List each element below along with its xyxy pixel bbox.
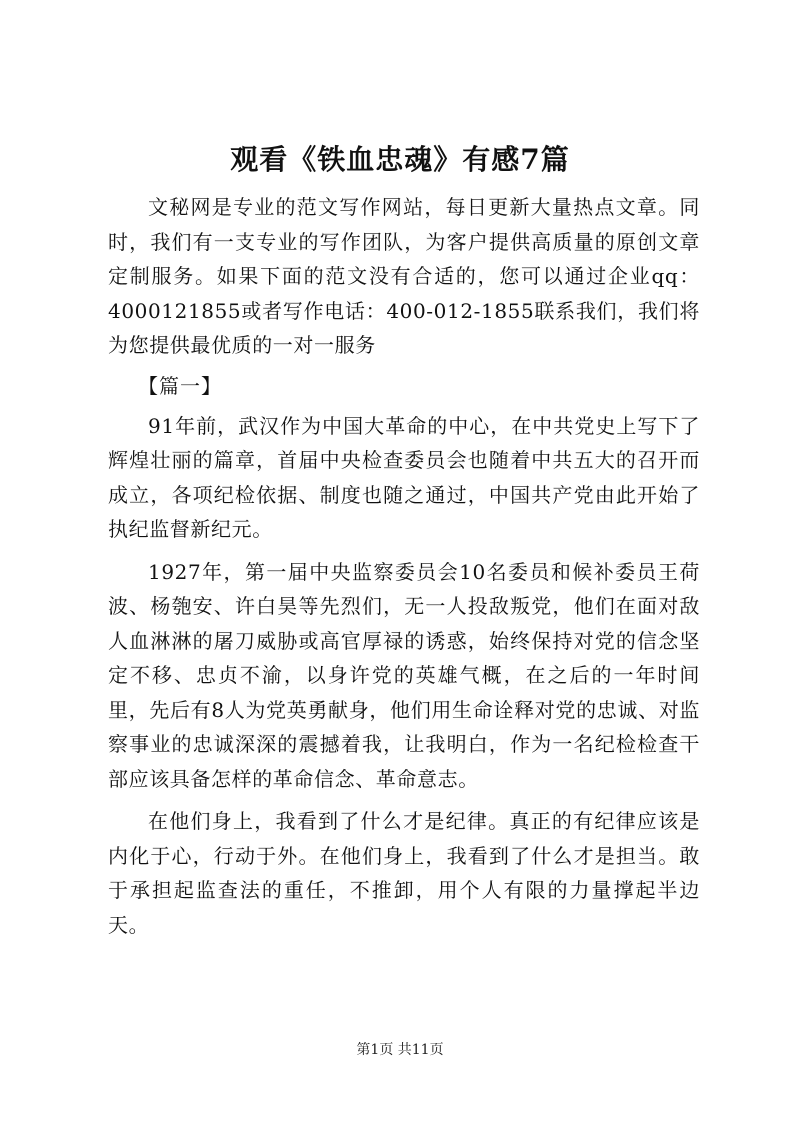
page-footer: 第1页 共11页 [356, 1042, 444, 1058]
body-paragraph-3: 在他们身上，我看到了什么才是纪律。真正的有纪律应该是内化于心，行动于外。在他们身上，我看到了什么才是担当。敢于承担起监查法的重任，不推卸，用个人有限的力量撑起半边天。 [108, 809, 700, 937]
intro-paragraph: 文秘网是专业的范文写作网站，每日更新大量热点文章。同时，我们有一支专业的写作团队，为客户提供高质量的原创文章定制服务。如果下面的范文没有合适的，您可以通过企业qq：4000121855或者写作电话：400-012-1855联系我们，我们将为您提供最优质的一对一服务 [108, 195, 700, 357]
body-paragraph-2: 1927年，第一届中央监察委员会10名委员和候补委员王荷波、杨匏安、许白昊等先烈们，无一人投敌叛党，他们在面对敌人血淋淋的屠刀威胁或高官厚禄的诱惑，始终保持对党的信念坚定不移、忠贞不渝，以身许党的英雄气概，在之后的一年时间里，先后有8人为党英勇献身，他们用生命诠释对党的忠诚、对监察事业的忠诚深深的震撼着我，让我明白，作为一名纪检检查干部应该具备怎样的革命信念、革命意志。 [108, 559, 700, 791]
section-heading: 【篇一】 [138, 373, 222, 398]
body-paragraph-1: 91年前，武汉作为中国大革命的中心，在中共党史上写下了辉煌壮丽的篇章，首届中央检查委员会也随着中共五大的召开而成立，各项纪检依据、制度也随之通过，中国共产党由此开始了执纪监督新纪元。 [108, 413, 700, 541]
document-body [108, 190, 700, 942]
document-title: 观看《铁血忠魂》有感7篇 [230, 143, 570, 176]
